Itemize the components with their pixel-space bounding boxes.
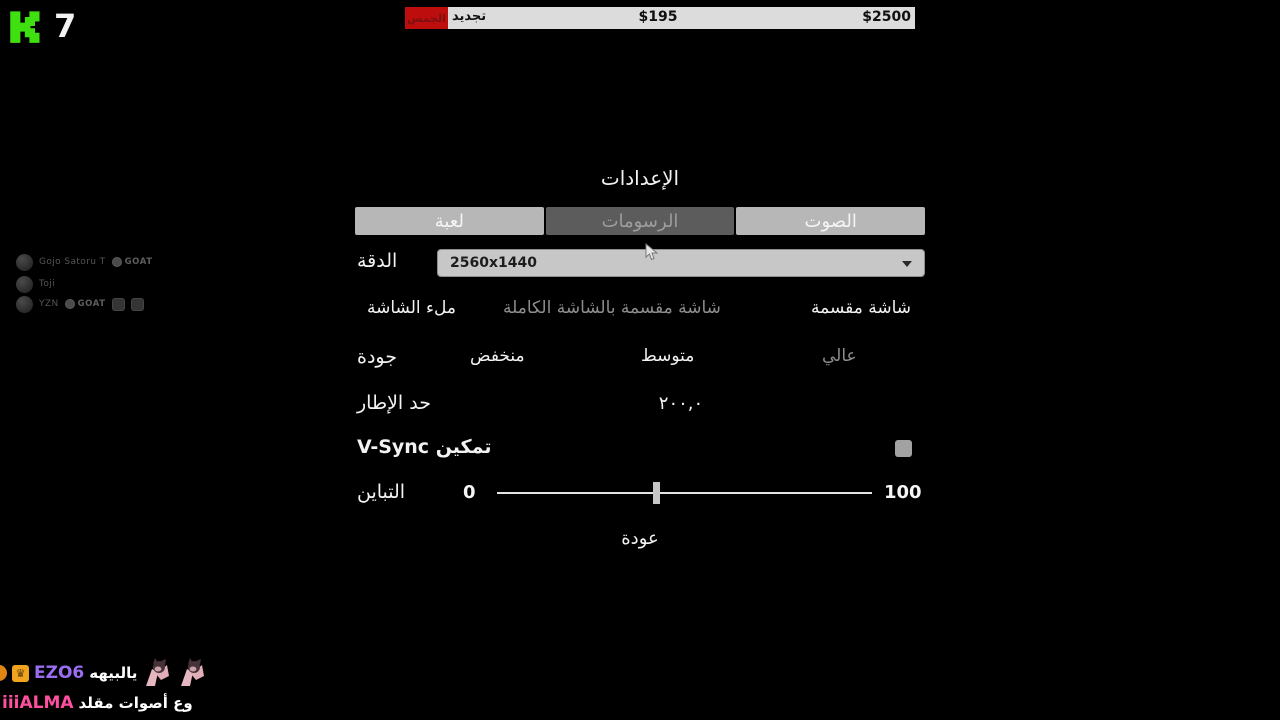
hud-renew-label: تجديد [452,9,487,24]
player-row [16,253,153,271]
tab-graphics-label: الرسومات [601,210,679,232]
stream-logo [8,6,76,46]
player-name: Gojo Satoru T [39,257,106,267]
resolution-label: الدقة [357,250,398,272]
resolution-dropdown[interactable] [437,249,925,277]
player-row [16,275,55,293]
player-emote-icon [112,298,125,311]
goat-badge-icon [65,299,75,309]
cat-emote-icon [177,658,207,688]
player-goat-badge [65,299,106,309]
quality-label: جودة [357,346,397,368]
cat-emote-icon [142,658,172,688]
hud-red-button[interactable] [405,7,448,29]
goat-badge-label: GOAT [77,299,106,309]
chat-message-text: يالبيهه [89,664,138,682]
tab-graphics[interactable] [546,207,735,235]
tab-game-label: لعبة [434,210,464,232]
tab-sound-label: الصوت [804,210,857,232]
screen-mode-split-fullscreen[interactable]: شاشة مقسمة بالشاشة الكاملة [503,298,721,318]
player-row [16,295,144,313]
chat-username[interactable]: iiiALMA [2,693,74,713]
quality-option-medium[interactable]: متوسط [641,346,695,366]
goat-badge-icon [112,257,122,267]
player-emote-icon [131,298,144,311]
contrast-slider[interactable] [497,492,872,494]
player-goat-badge [112,257,153,267]
sub-badge-icon [0,665,7,681]
contrast-min-value: 0 [463,482,476,503]
tab-game[interactable] [355,207,544,235]
chat-message-text: وع أصوات مقلد [78,694,193,712]
player-avatar [16,296,33,313]
tab-sound[interactable] [736,207,925,235]
crown-badge-icon: ♛ [12,665,29,682]
contrast-slider-thumb[interactable] [653,482,660,504]
settings-title: الإعدادات [600,166,680,190]
settings-tab-bar [355,207,925,235]
chat-username[interactable]: EZO6 [34,663,85,683]
player-name: YZN [39,299,59,309]
player-avatar [16,254,33,271]
chevron-down-icon [902,261,912,267]
frame-limit-label: حد الإطار [357,392,431,414]
screen-mode-split[interactable]: شاشة مقسمة [811,298,911,318]
kick-logo-icon [8,8,44,44]
frame-limit-value[interactable]: ٢٠٠,٠ [658,393,704,414]
chat-message-row [2,689,193,717]
contrast-label: التباين [357,481,406,503]
hud-center-money: $195 [638,9,678,25]
vsync-checkbox[interactable] [895,440,912,457]
hud-right-money: $2500 [862,9,911,25]
quality-option-high[interactable]: عالي [822,346,857,366]
quality-option-low[interactable]: منخفض [470,346,525,366]
player-avatar [16,276,33,293]
back-button[interactable]: عودة [621,528,659,549]
vsync-label: تمكين V-Sync [357,436,492,458]
mouse-cursor-icon [645,243,659,261]
chat-message-row [0,657,207,689]
resolution-value: 2560x1440 [450,255,537,271]
screen-mode-fullscreen[interactable]: ملء الشاشة [367,298,456,318]
hud-red-button-label: الجمس [407,11,446,25]
logo-number: 7 [54,7,77,45]
goat-badge-label: GOAT [124,257,153,267]
player-name: Toji [39,279,56,289]
contrast-max-value: 100 [884,482,922,503]
